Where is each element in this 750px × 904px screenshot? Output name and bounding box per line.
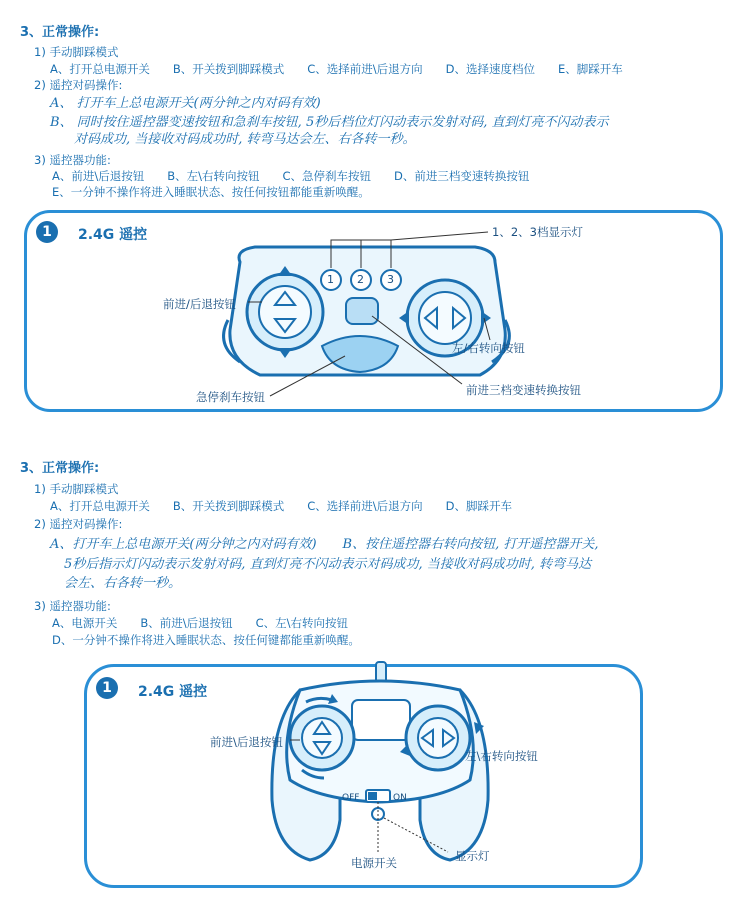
section1-sub2: 2) 遥控对码操作: (34, 78, 123, 92)
power-switch-label: 电源开关 (351, 856, 397, 870)
panel2-number-badge: 1 (96, 677, 118, 699)
section1-func2: E、一分钟不操作将进入睡眠状态、按任何按钮都能重新唤醒。 (52, 185, 370, 199)
lights-label: 1、2、3档显示灯 (492, 225, 583, 239)
switch-on-label: ON (393, 793, 407, 803)
fb-button-label-2: 前进\后退按钮 (210, 735, 283, 749)
section2-line2: 5秒后指示灯闪动表示发射对码, 直到灯亮不闪动表示对码成功, 当接收对码成功时, 转弯马达 (64, 557, 592, 572)
lr-button-label-2: 左\右转向按钮 (465, 749, 538, 763)
section2-func2: D、一分钟不操作将进入睡眠状态、按任何键都能重新唤醒。 (52, 633, 360, 647)
section2-sub2: 2) 遥控对码操作: (34, 517, 123, 531)
brake-button-label: 急停刹车按钮 (196, 390, 265, 404)
section2-line1: A、打开车上总电源开关(两分钟之内对码有效) B、按住遥控器右转向按钮, 打开遥控器开关, (50, 537, 599, 552)
section2-title: 3、正常操作: (20, 461, 100, 476)
section2-sub1: 1) 手动脚踩模式 (34, 482, 119, 496)
remote-2-display-window (352, 700, 410, 740)
indicator-light-label: 显示灯 (455, 849, 490, 863)
section1-sub3: 3) 遥控器功能: (34, 153, 111, 167)
section2-line3: 会左、右各转一秒。 (64, 576, 182, 591)
panel2-title: 2.4G 遥控 (138, 684, 208, 700)
gear-light-label-2: 2 (357, 273, 364, 286)
section2-sub3: 3) 遥控器功能: (34, 599, 111, 613)
panel1-number-badge: 1 (36, 221, 58, 243)
section1-step-b2: 对码成功, 当接收对码成功时, 转弯马达会左、右各转一秒。 (74, 132, 416, 147)
section1-sub1-items: A、打开总电源开关 B、开关拨到脚踩模式 C、选择前进\后退方向 D、选择速度档位 E、脚踩开车 (50, 62, 623, 76)
lr-button-label: 左/右转向按钮 (452, 341, 525, 355)
section1-func1: A、前进\后退按钮 B、左\右转向按钮 C、急停刹车按钮 D、前进三档变速转换按钮 (52, 169, 530, 183)
section1-sub1: 1) 手动脚踩模式 (34, 45, 119, 59)
gear-light-label-3: 3 (387, 273, 394, 286)
section1-step-a: A、 打开车上总电源开关(两分钟之内对码有效) (50, 96, 321, 111)
section1-step-b1: B、 同时按住遥控器变速按钮和急刹车按钮, 5秒后档位灯闪动表示发射对码, 直到灯亮不闪动表示 (50, 115, 609, 130)
fb-button-label: 前进/后退按钮 (163, 297, 236, 311)
section2-sub1-items: A、打开总电源开关 B、开关拨到脚踩模式 C、选择前进\后退方向 D、脚踩开车 (50, 499, 513, 513)
section2-func1: A、电源开关 B、前进\后退按钮 C、左\右转向按钮 (52, 616, 349, 630)
switch-off-label: OFF (342, 793, 360, 803)
gear-button-label: 前进三档变速转换按钮 (466, 383, 581, 397)
section1-title: 3、正常操作: (20, 25, 100, 40)
gear-light-label-1: 1 (327, 273, 334, 286)
panel1-title: 2.4G 遥控 (78, 227, 148, 243)
